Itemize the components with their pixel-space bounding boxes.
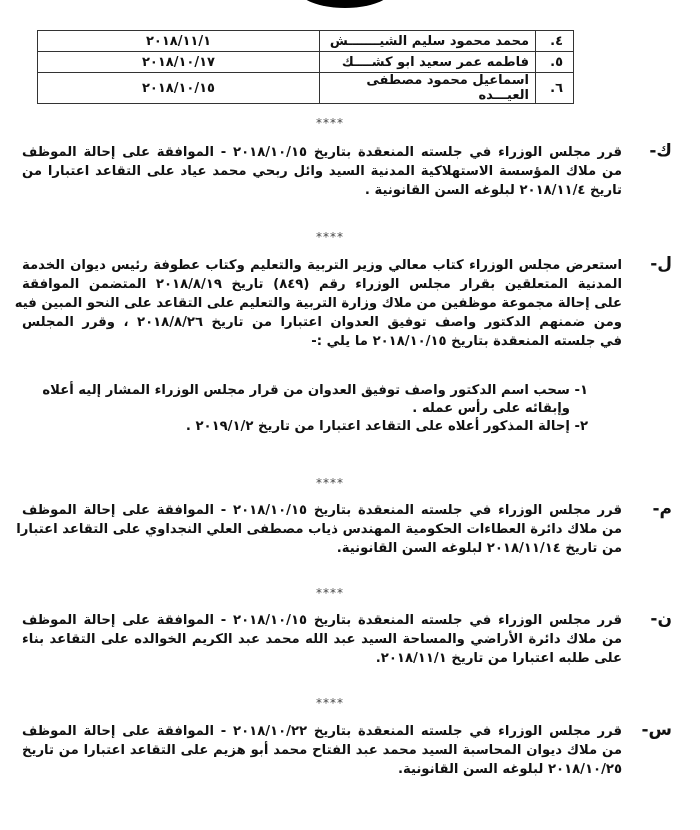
body-line: تاريخ ٢٠١٨/١١/٤ لبلوغه السن القانونية .	[364, 183, 622, 198]
item-label: ن-	[650, 609, 672, 629]
table-row	[38, 52, 574, 73]
retirees-table	[37, 30, 574, 104]
section-separator: ****	[316, 586, 344, 600]
body-line: من ملاك دائرة العطاءات الحكومية المهندس ذياب مصطفى العلي النجداوي على التقاعد اعتبارا	[16, 522, 622, 537]
body-line: ومن ضمنهم الدكتور واصف توفيق العدوان اعتبارا من تاريخ ٢٠١٨/٨/٢٦ ، وقرر المجلس	[22, 315, 622, 330]
row-name: اسماعيل محمود مصطفى العيـــده	[320, 73, 536, 104]
item-body	[22, 722, 622, 779]
body-line: قرر مجلس الوزراء في جلسته المنعقدة بتاريخ ٢٠١٨/١٠/١٥ - الموافقة على إحالة الموظف	[22, 613, 622, 628]
table-row	[38, 73, 574, 104]
section-separator: ****	[316, 696, 344, 710]
item-label: م-	[652, 499, 672, 519]
body-line: المدنية المتعلقين بقرار مجلس الوزراء رقم (٨٤٩) تاريخ ٢٠١٨/٨/١٩ المتضمن الموافقة	[22, 277, 622, 292]
item-body	[22, 611, 622, 668]
item-label: ل-	[650, 254, 672, 274]
body-line: من ملاك المؤسسة الاستهلاكية المدنية السيد وائل ربحي محمد عياد على التقاعد اعتبارا من	[22, 164, 622, 179]
body-line: قرر مجلس الوزراء في جلسته المنعقدة بتاريخ ٢٠١٨/١٠/٢٢ - الموافقة على إحالة الموظف	[22, 724, 622, 739]
sub-item-continuation: وإبقائه على رأس عمله .	[412, 401, 570, 416]
row-number: ٥.	[536, 52, 574, 73]
sub-item: ١- سحب اسم الدكتور واصف توفيق العدوان من قرار مجلس الوزراء المشار إليه أعلاه	[42, 383, 588, 398]
section-separator: ****	[316, 230, 344, 244]
sub-item: ٢- إحالة المذكور أعلاه على التقاعد اعتبارا من تاريخ ٢٠١٩/١/٢ .	[185, 419, 588, 434]
item-label: س-	[641, 720, 672, 740]
body-line: قرر مجلس الوزراء في جلسته المنعقدة بتاريخ ٢٠١٨/١٠/١٥ - الموافقة على إحالة الموظف	[22, 145, 622, 160]
item-body	[14, 256, 622, 351]
row-number: ٦.	[536, 73, 574, 104]
row-date: ٢٠١٨/١٠/١٥	[38, 73, 320, 104]
body-line: قرر مجلس الوزراء في جلسته المنعقدة بتاريخ ٢٠١٨/١٠/١٥ - الموافقة على إحالة الموظف	[22, 503, 622, 518]
row-number: ٤.	[536, 31, 574, 52]
body-line: من ملاك ديوان المحاسبة السيد محمد عبد الفتاح محمد أبو هزيم على التقاعد اعتبارا من تاريخ	[22, 743, 622, 758]
item-body	[16, 501, 622, 558]
body-line: في جلسته المنعقدة بتاريخ ٢٠١٨/١٠/١٥ ما يلي :-	[311, 334, 622, 349]
item-label: ك-	[649, 141, 672, 161]
row-date: ٢٠١٨/١١/١	[38, 31, 320, 52]
sub-item-list	[42, 382, 588, 436]
row-name: محمد محمود سليم الشيـــــــش	[320, 31, 536, 52]
body-line: ٢٠١٨/١٠/٢٥ لبلوغه السن القانونية.	[397, 762, 622, 777]
body-line: استعرض مجلس الوزراء كتاب معالي وزير التربية والتعليم وكتاب عطوفة رئيس ديوان الخدمة	[22, 258, 622, 273]
body-line: من ملاك دائرة الأراضي والمساحة السيد عبد الله محمد عبد الكريم الخوالده على التقاعد بناء	[22, 632, 622, 647]
section-separator: ****	[316, 476, 344, 490]
row-date: ٢٠١٨/١٠/١٧	[38, 52, 320, 73]
body-line: على طلبه اعتبارا من تاريخ ٢٠١٨/١١/١.	[375, 651, 622, 666]
body-line: على إحالة مجموعة موظفين من ملاك وزارة التربية والتعليم على التقاعد على النحو المبين فيه	[14, 296, 622, 311]
row-name: فاطمه عمر سعيد ابو كشــــك	[320, 52, 536, 73]
emblem-fragment	[298, 0, 392, 8]
body-line: من تاريخ ٢٠١٨/١١/١٤ لبلوغه السن القانونية.	[336, 541, 622, 556]
table-row	[38, 31, 574, 52]
section-separator: ****	[316, 116, 344, 130]
item-body	[22, 143, 622, 200]
